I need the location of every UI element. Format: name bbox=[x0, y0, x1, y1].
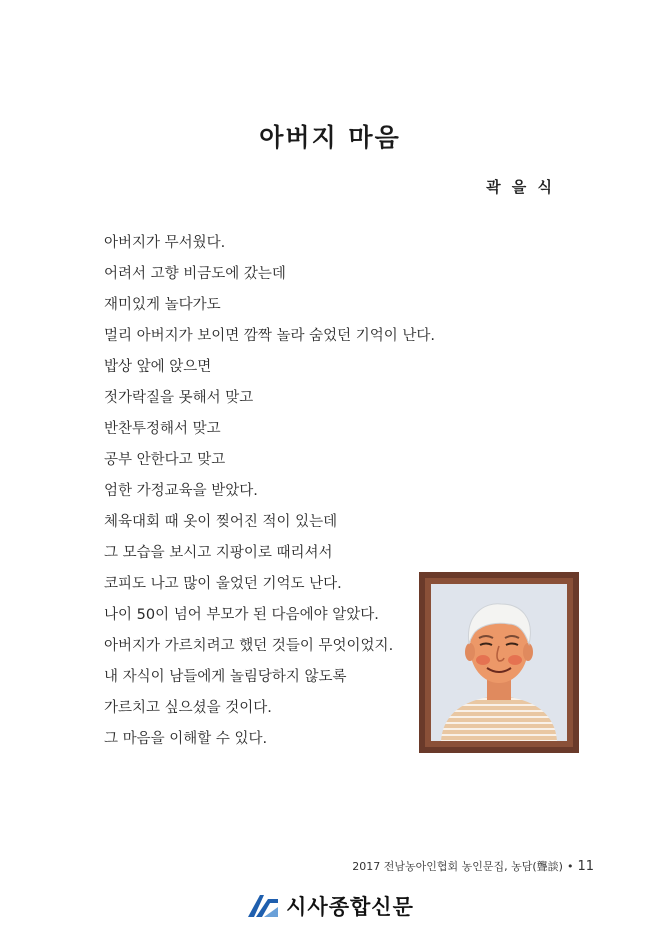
poem-line: 그 마음을 이해할 수 있다. bbox=[104, 731, 268, 747]
poem-line: 아버지가 가르치려고 했던 것들이 무엇이었지. bbox=[104, 638, 394, 654]
poem-line: 엄한 가정교육을 받았다. bbox=[104, 483, 258, 499]
cheek-right bbox=[508, 655, 522, 665]
poem-line: 어려서 고향 비금도에 갔는데 bbox=[104, 266, 286, 282]
poem-line: 가르치고 싶으셨을 것이다. bbox=[104, 700, 272, 716]
logo-text: 시사종합신문 bbox=[286, 895, 414, 919]
poem-author: 곽 을 식 bbox=[486, 178, 555, 196]
cheek-left bbox=[476, 655, 490, 665]
ear-left bbox=[465, 643, 475, 661]
poem-line: 그 모습을 보시고 지팡이로 때리셔서 bbox=[104, 545, 333, 561]
poem-line: 반찬투정해서 맞고 bbox=[104, 421, 221, 437]
page-number: 11 bbox=[577, 859, 594, 874]
poem-line: 나이 50이 넘어 부모가 된 다음에야 알았다. bbox=[104, 607, 379, 623]
poem-line: 내 자식이 남들에게 놀림당하지 않도록 bbox=[104, 669, 347, 685]
poem-line: 아버지가 무서웠다. bbox=[104, 235, 226, 251]
framed-father-portrait bbox=[419, 572, 579, 753]
ear-right bbox=[523, 643, 533, 661]
poem-line: 코피도 나고 많이 울었던 기억도 난다. bbox=[104, 576, 342, 592]
poem-line: 젓가락질을 못해서 맞고 bbox=[104, 390, 254, 406]
poem-line: 밥상 앞에 앉으면 bbox=[104, 359, 212, 375]
publication-title: 2017 전남농아인협회 농인문집, 농담(聾談) bbox=[352, 860, 563, 873]
poem-line: 체육대회 때 옷이 찢어진 적이 있는데 bbox=[104, 514, 338, 530]
newspaper-logo bbox=[0, 890, 660, 922]
poem-line: 공부 안한다고 맞고 bbox=[104, 452, 226, 468]
poem-line: 멀리 아버지가 보이면 깜짝 놀라 숨었던 기억이 난다. bbox=[104, 328, 436, 344]
logo-mark-icon bbox=[246, 893, 280, 919]
footer-separator: • bbox=[566, 860, 574, 873]
poem-line: 재미있게 놀다가도 bbox=[104, 297, 221, 313]
poem-title: 아버지 마음 bbox=[259, 123, 401, 152]
footer-publication-info bbox=[352, 858, 594, 874]
